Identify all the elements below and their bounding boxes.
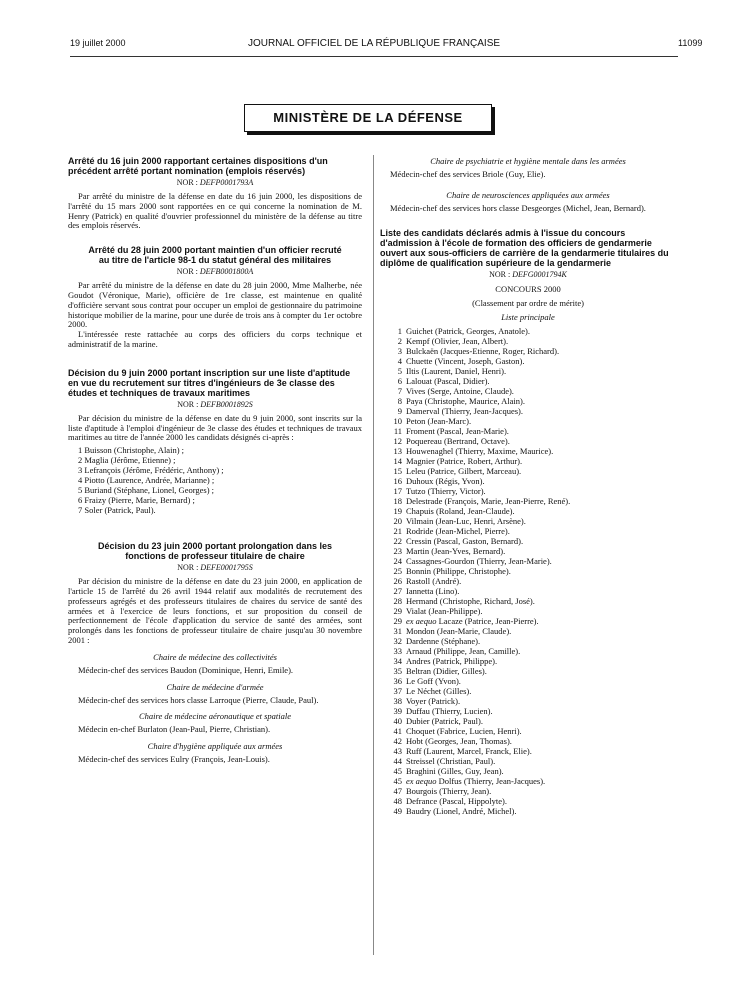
rank-number: 12 — [393, 435, 402, 446]
rank-number: 22 — [393, 535, 402, 546]
rank-number: 31 — [393, 625, 402, 636]
rank-number: 1 — [397, 325, 402, 336]
list-item — [380, 716, 676, 726]
rank-number: 44 — [393, 755, 402, 766]
rank-number: 24 — [393, 555, 402, 566]
header-rule — [70, 56, 678, 57]
list-item — [380, 666, 676, 676]
list-item — [380, 736, 676, 746]
candidate-name: Iannetta (Lino). — [406, 585, 460, 596]
list-item — [380, 496, 676, 506]
rank-number: 45 — [393, 775, 402, 786]
candidate-name: Vialat (Jean-Philippe). — [406, 605, 483, 616]
ministry-banner: MINISTÈRE DE LA DÉFENSE — [244, 104, 492, 132]
list-item — [380, 616, 676, 626]
chair-holder: Médecin en-chef Burlaton (Jean-Paul, Pierre, Christian). — [78, 724, 271, 735]
candidate-name: Le Néchet (Gilles). — [406, 685, 472, 696]
ex-aequo-marker: ex aequo — [406, 775, 439, 786]
candidate-name: Dolfus (Thierry, Jean-Jacques). — [438, 775, 546, 786]
article-3 — [68, 368, 362, 515]
article-5 — [380, 228, 676, 816]
article-text: Par décision du ministre de la défense en date du 23 juin 2000, en application de l'article 15 de l'arrêté du 26 avril 1944 relatif aux modalités de recrutement des professeurs agrégés et des professeurs titulaires de chaires du service de santé des armées et à l'exercice de leurs fonctions, et sur proposition du conseil de perfectionnement de l'école d'application du service de santé des armées, sont prolongés dans les fonctions de professeur titulaire de chaire jusqu'au 30 novembre 2001 : — [68, 576, 362, 645]
nor-reference: NOR : DEFP0001793A — [176, 178, 254, 187]
article-text: Par décision du ministre de la défense en date du 9 juin 2000, sont inscrits sur la liste d'aptitude à l'emploi d'ingénieur de 3e classe des études et techniques de travaux maritimes au titre de l'année 2000 les candidats désignés ci-après : — [68, 412, 362, 443]
list-item — [380, 566, 676, 576]
candidate-name: Mondon (Jean-Marie, Claude). — [406, 625, 512, 636]
rank-number: 37 — [393, 685, 402, 696]
chair-title: Chaire de médecine des collectivités — [153, 651, 277, 662]
list-item — [380, 606, 676, 616]
list-item: 5 Buriand (Stéphane, Lionel, Georges) ; — [78, 485, 215, 496]
nor-reference: NOR : DEFE0001795S — [177, 563, 253, 573]
list-item — [380, 456, 676, 466]
article-title: Décision du 9 juin 2000 portant inscription sur une liste d'aptitude en vue du recrutement sur titres d'ingénieurs de 3e classe des études et techniques de travaux maritimes — [68, 367, 351, 398]
article-2 — [68, 245, 362, 350]
rank-number: 45 — [393, 765, 402, 776]
list-item — [380, 636, 676, 646]
article-text: Par arrêté du ministre de la défense en date du 16 juin 2000, les dispositions de l'arrêté du 15 mars 2000 sont rapportées en ce qui concerne la nomination de M. Henry (Patrick) en qualité d'ouvrier professionnel du ministère de la défense au titre des emplois réservés. — [68, 191, 362, 231]
list-item — [380, 556, 676, 566]
list-item — [380, 686, 676, 696]
rank-number: 43 — [393, 745, 402, 756]
list-item — [380, 646, 676, 656]
list-item — [380, 796, 676, 806]
nor-reference: NOR : DEFB0001800A — [176, 267, 254, 277]
rank-number: 41 — [393, 725, 402, 736]
list-item — [380, 386, 676, 396]
chair-title: Chaire de psychiatrie et hygiène mentale dans les armées — [430, 156, 626, 166]
rank-number: 36 — [393, 675, 402, 686]
list-item — [380, 476, 676, 486]
rank-number: 49 — [393, 805, 402, 816]
list-item — [380, 656, 676, 666]
article-1 — [68, 156, 362, 231]
chair-title: Chaire de médecine aéronautique et spatiale — [138, 711, 292, 722]
article-title: Liste des candidats déclarés admis à l'issue du concours d'admission à l'école de formation des officiers de gendarmerie ouvert aux sous-officiers de carrière de la gendarmerie titulaires du diplôme de qualification supérieure de la gendarmerie — [380, 227, 669, 268]
rank-number: 6 — [397, 375, 402, 386]
rank-number: 27 — [393, 585, 402, 596]
article-title: Décision du 23 juin 2000 portant prolongation dans les fonctions de professeur titulaire de chaire — [97, 541, 333, 562]
list-item: 2 Maglia (Jérôme, Etienne) ; — [78, 455, 176, 466]
candidate-name: Vilmain (Jean-Luc, Henri, Arsène). — [406, 515, 526, 526]
candidate-name: Guichet (Patrick, Georges, Anatole). — [406, 325, 531, 336]
rank-number: 9 — [397, 405, 402, 416]
chair-holder: Médecin-chef des services hors classe Desgeorges (Michel, Jean, Bernard). — [390, 202, 646, 213]
list-item — [380, 596, 676, 606]
candidate-name: Magnier (Patrice, Robert, Arthur). — [406, 455, 523, 466]
rank-number: 14 — [393, 455, 402, 466]
candidate-name: Bonnin (Philippe, Christophe). — [406, 565, 511, 576]
candidate-name: Cressin (Pascal, Gaston, Bernard). — [406, 535, 524, 546]
list-item: 3 Lefrançois (Jérôme, Frédéric, Anthony) ; — [78, 465, 224, 476]
candidate-name: Voyer (Patrick). — [406, 695, 461, 706]
candidate-name: Martin (Jean-Yves, Bernard). — [406, 545, 506, 556]
candidate-name: Le Goff (Yvon). — [406, 675, 461, 686]
candidate-name: Tutzo (Thierry, Victor). — [406, 485, 486, 496]
rank-number: 32 — [393, 635, 402, 646]
chair-holder: Médecin-chef des services Eulry (François, Jean-Louis). — [78, 754, 270, 765]
candidate-name: Streissel (Christian, Paul). — [406, 755, 496, 766]
candidate-name: Baudry (Lionel, André, Michel). — [406, 805, 517, 816]
rank-number: 5 — [397, 365, 402, 376]
rank-number: 42 — [393, 735, 402, 746]
right-column — [380, 156, 676, 816]
list-item — [380, 356, 676, 366]
rank-number: 21 — [393, 525, 402, 536]
rank-number: 29 — [393, 605, 402, 616]
rank-number: 13 — [393, 445, 402, 456]
candidate-name: Hobt (Georges, Jean, Thomas). — [406, 735, 512, 746]
list-item — [380, 706, 676, 716]
article-text: Par arrêté du ministre de la défense en date du 28 juin 2000, Mme Malherbe, née Goudot (Véronique, Marie), officière de 1re classe, est maintenue en qualité d'officière servant sous contrat pour occuper un emploi de gestionnaire du patrimoine historique mobilier de la marine, pour une durée de trois ans à compter du 1er octobre 2000. — [68, 280, 362, 330]
candidate-name: Beltran (Didier, Gilles). — [406, 665, 487, 676]
list-item — [380, 766, 676, 776]
list-item: 6 Fraizy (Pierre, Marie, Bernard) ; — [78, 495, 195, 506]
candidate-name: Choquet (Fabrice, Lucien, Henri). — [406, 725, 522, 736]
article-4 — [68, 541, 362, 765]
column-divider — [373, 155, 374, 955]
candidate-name: Paya (Christophe, Maurice, Alain). — [406, 395, 525, 406]
candidate-name: Leleu (Patrice, Gilbert, Marceau). — [406, 465, 522, 476]
list-item — [380, 626, 676, 636]
candidate-name: Duhoux (Régis, Yvon). — [406, 475, 485, 486]
list-item — [380, 326, 676, 336]
list-item — [380, 746, 676, 756]
list-item: 7 Soler (Patrick, Paul). — [78, 505, 156, 516]
rank-number: 23 — [393, 545, 402, 556]
candidate-name: Peton (Jean-Marc). — [406, 415, 472, 426]
rank-number: 48 — [393, 795, 402, 806]
candidate-name: Froment (Pascal, Jean-Marie). — [406, 425, 509, 436]
rank-number: 34 — [393, 655, 402, 666]
rank-number: 38 — [393, 695, 402, 706]
list-item — [380, 786, 676, 796]
list-item — [380, 346, 676, 356]
list-item — [380, 726, 676, 736]
rank-number: 15 — [393, 465, 402, 476]
rank-number: 4 — [397, 355, 402, 366]
list-item — [380, 536, 676, 546]
nor-reference: NOR : DEFG0001794K — [489, 269, 567, 279]
list-item: 4 Piotto (Laurence, Andrée, Marianne) ; — [78, 475, 215, 486]
list-item — [380, 336, 676, 346]
candidate-name: Andres (Patrick, Philippe). — [406, 655, 498, 666]
list-item — [380, 776, 676, 786]
candidate-name: Bourgois (Thierry, Jean). — [406, 785, 492, 796]
candidate-name: Dardenne (Stéphane). — [406, 635, 481, 646]
list-item — [380, 466, 676, 476]
candidate-name: Arnaud (Philippe, Jean, Camille). — [406, 645, 521, 656]
page-number: 11099 — [678, 38, 703, 48]
rank-number: 26 — [393, 575, 402, 586]
article-text: L'intéressée reste rattachée au corps des officiers du corps technique et administratif de la marine. — [68, 329, 362, 349]
left-column — [68, 156, 362, 765]
rank-number: 39 — [393, 705, 402, 716]
list-item — [380, 526, 676, 536]
candidate-name: Chuette (Vincent, Joseph, Gaston). — [406, 355, 525, 366]
rank-number: 35 — [393, 665, 402, 676]
rank-number: 47 — [393, 785, 402, 796]
issue-date: 19 juillet 2000 — [70, 38, 126, 48]
rank-number: 28 — [393, 595, 402, 606]
ex-aequo-marker: ex aequo — [406, 615, 439, 626]
list-heading: Liste principale — [501, 311, 555, 322]
rank-number: 11 — [393, 425, 402, 436]
candidate-name: Hermand (Christophe, Richard, José). — [406, 595, 535, 606]
list-item — [380, 756, 676, 766]
list-item — [380, 396, 676, 406]
rank-number: 10 — [393, 415, 402, 426]
rank-number: 3 — [397, 345, 402, 356]
candidate-name: Rodride (Jean-Michel, Pierre). — [406, 525, 510, 536]
chair-holder: Médecin-chef des services Briole (Guy, Elie). — [390, 169, 546, 179]
list-item — [380, 416, 676, 426]
rank-number: 18 — [393, 495, 402, 506]
candidate-list — [78, 445, 362, 515]
candidate-name: Rastoll (André). — [406, 575, 462, 586]
list-item — [380, 486, 676, 496]
chair-holder: Médecin-chef des services hors classe Larroque (Pierre, Claude, Paul). — [78, 694, 319, 705]
list-item — [380, 576, 676, 586]
candidate-name: Cassagnes-Gourdon (Thierry, Jean-Marie). — [406, 555, 552, 566]
list-item — [380, 446, 676, 456]
rank-number: 40 — [393, 715, 402, 726]
rank-number: 29 — [393, 615, 402, 626]
rank-number: 17 — [393, 485, 402, 496]
list-item — [380, 806, 676, 816]
rank-number: 33 — [393, 645, 402, 656]
rank-number: 19 — [393, 505, 402, 516]
candidate-name: Chapuis (Roland, Jean-Claude). — [406, 505, 515, 516]
candidate-name: Lacaze (Patrice, Jean-Pierre). — [438, 615, 539, 626]
list-item — [380, 546, 676, 556]
rank-number: 8 — [397, 395, 402, 406]
concours-heading: CONCOURS 2000 — [495, 283, 561, 294]
chair-title: Chaire de neurosciences appliquées aux armées — [446, 189, 610, 200]
candidate-name: Braghini (Gilles, Guy, Jean). — [406, 765, 504, 776]
candidate-name: Delestrade (François, Marie, Jean-Pierre, René). — [406, 495, 571, 506]
list-item — [380, 366, 676, 376]
candidate-name: Defrance (Pascal, Hippolyte). — [406, 795, 508, 806]
chair-title: Chaire de médecine d'armée — [166, 681, 264, 692]
candidate-name: Vives (Serge, Antoine, Claude). — [406, 385, 514, 396]
candidate-name: Lalouat (Pascal, Didier). — [406, 375, 490, 386]
list-item — [380, 406, 676, 416]
list-item — [380, 516, 676, 526]
candidate-name: Iltis (Laurent, Daniel, Henri). — [406, 365, 507, 376]
article-title: Arrêté du 16 juin 2000 rapportant certaines dispositions d'un précédent arrêté portant nomination (emplois réservés) — [68, 156, 328, 176]
rank-number: 25 — [393, 565, 402, 576]
list-item — [380, 586, 676, 596]
candidate-name: Bulckaën (Jacques-Etienne, Roger, Richard). — [406, 345, 560, 356]
nor-reference: NOR : DEFB0001892S — [177, 399, 253, 409]
candidate-name: Houwenaghel (Thierry, Maxime, Maurice). — [406, 445, 554, 456]
rank-number: 2 — [397, 335, 402, 346]
list-item — [380, 426, 676, 436]
list-item — [380, 506, 676, 516]
candidate-name: Kempf (Olivier, Jean, Albert). — [406, 335, 509, 346]
list-item — [380, 376, 676, 386]
chair-holder: Médecin-chef des services Baudon (Dominique, Henri, Emile). — [78, 664, 294, 675]
list-item — [380, 436, 676, 446]
candidate-name: Poquereau (Bertrand, Octave). — [406, 435, 510, 446]
ranking-note: (Classement par ordre de mérite) — [472, 297, 584, 308]
rank-number: 16 — [393, 475, 402, 486]
chair-title: Chaire d'hygiène appliquée aux armées — [147, 741, 283, 752]
candidate-name: Damerval (Thierry, Jean-Jacques). — [406, 405, 523, 416]
article-title: Arrêté du 28 juin 2000 portant maintien d'un officier recruté au titre de l'article 98-1 du statut général des militaires — [88, 245, 342, 266]
candidate-name: Dubier (Patrick, Paul). — [406, 715, 483, 726]
list-item: 1 Buisson (Christophe, Alain) ; — [78, 445, 185, 456]
candidate-name: Duffau (Thierry, Lucien). — [406, 705, 493, 716]
ranking-list — [380, 326, 676, 816]
journal-title: JOURNAL OFFICIEL DE LA RÉPUBLIQUE FRANÇAISE — [247, 38, 501, 49]
list-item — [380, 676, 676, 686]
rank-number: 20 — [393, 515, 402, 526]
rank-number: 7 — [397, 385, 402, 396]
candidate-name: Ruff (Laurent, Marcel, Franck, Elie). — [406, 745, 532, 756]
list-item — [380, 696, 676, 706]
page-header — [0, 38, 748, 52]
